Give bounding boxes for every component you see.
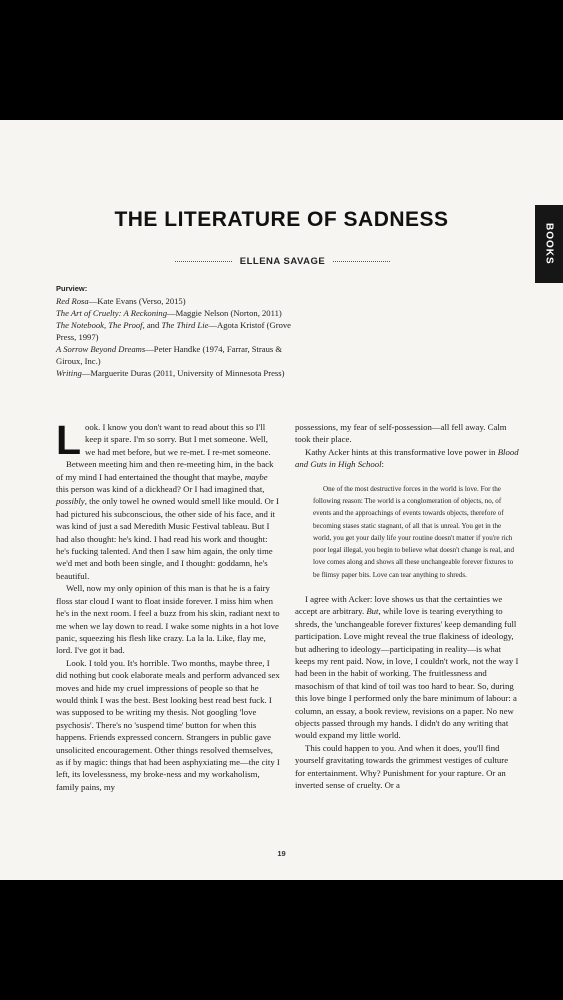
byline-rule-left bbox=[175, 261, 232, 262]
byline-row bbox=[175, 254, 390, 268]
body-column-left bbox=[56, 417, 280, 793]
body-paragraph: Look. I know you don't want to read about this so I'll keep it spare. I'm so sorry. But I met someone. Well, we had met before, but we re-met. I re-met someone. bbox=[56, 417, 271, 463]
purview-list bbox=[56, 283, 306, 379]
purview-entry: A Sorrow Beyond Dreams—Peter Handke (1974, Farrar, Straus & Giroux, Inc.) bbox=[56, 344, 283, 366]
author-byline: ELLENA SAVAGE bbox=[239, 255, 326, 267]
section-tab: BOOKS bbox=[535, 205, 563, 283]
body-paragraph: Look. I told you. It's horrible. Two months, maybe three, I did nothing but cook elaborate meals and perform advanced sex moves and hide my cruel impressions of people so that he would think I was the best. Best looking best read best fuck. I was supposed to be writing my thesis. Not googling 'love psychosis'. There's no 'suspend time' button for when this happens. Friends expressed concern. Strangers in public gave unsolicited encouragement. Other things resolved themselves, as if by magic: things that had been asphyxiating me—the city I left, its lovelessness, my broke-ness and my workaholism, family pains, my bbox=[56, 657, 280, 792]
body-paragraph: Between meeting him and then re-meeting him, in the back of my mind I had entertained the thought that maybe, maybe this person was kind of a dickhead? Or I had imagined that, possibly, the only towel he owned would smell like mould. Or I had pictured his subconscious, the other side of his face, and it was kind of just a sad Meredith Music Festival tableau. But I had also thought: he's kind. I had read his work and thought: he's fucking talented. And then I saw him again, the only time we'd met and both been single, and I thought: goddamn, he's beautiful. bbox=[56, 459, 279, 581]
purview-entry: Red Rosa—Kate Evans (Verso, 2015) bbox=[56, 296, 186, 306]
purview-entry: The Notebook, The Proof, and The Third Lie—Agota Kristof (Grove Press, 1997) bbox=[56, 320, 291, 342]
block-quote: One of the most destructive forces in the world is love. For the following reason: The world is a conglomeration of objects, no, of events and the approachings of events towards objects, therefore of becoming stases static stagnant, of all that is unreal. You get in the world, you get your daily life your routine doesn't matter if you're rich poor legal illegal, you begin to believe what doesn't change is real, and love comes along and shows all these unchangeable forever fixtures to be flimsy paper bits. Love can tear anything to shreds. bbox=[313, 484, 515, 579]
byline-rule-right bbox=[333, 261, 390, 262]
body-paragraph: Well, now my only opinion of this man is that he is a fairy floss star cloud I want to float inside forever. I miss him when he's in the next room. I feel a buzz from his skin, radiant next to me when we lay down to read. I wake some nights in a hot love panic, squeezing his flesh like crazy. La la la. Like, flay me, lord. I've got it bad. bbox=[56, 583, 280, 656]
article-title: THE LITERATURE OF SADNESS bbox=[114, 208, 449, 231]
drop-cap: L bbox=[56, 417, 82, 463]
body-paragraph: I agree with Acker: love shows us that the certainties we accept are arbitrary. But, while love is tearing everything to shreds, the 'unchangeable forever fixtures' keep demanding full participation. Love might reveal the true flakiness of ideology, but adhering to ideology—participating in reality—is what keeps my rent paid. Now, in love, I couldn't work, not the way I had been in the habit of working. The fruitlessness and masochism of that kind of toil was too hard to bear. So, during this love binge I performed only the bare minimum of labour: a column, an essay, a book review, revisions on a paper. No new objects passed through my hands. I didn't do any writing that would expand my little world. bbox=[295, 594, 519, 741]
purview-entry: Writing—Marguerite Duras (2011, University of Minnesota Press) bbox=[56, 368, 285, 378]
purview-entry: The Art of Cruelty: A Reckoning—Maggie Nelson (Norton, 2011) bbox=[56, 308, 282, 318]
body-paragraph: Kathy Acker hints at this transformative love power in Blood and Guts in High School: bbox=[295, 446, 519, 470]
body-column-right bbox=[295, 421, 519, 792]
body-paragraph: This could happen to you. And when it does, you'll find yourself gravitating towards the grimmest vestiges of culture for entertainment. Why? Punishment for your rapture. Or an inverted sense of cruelty. Or a bbox=[295, 742, 509, 791]
purview-label: Purview: bbox=[56, 284, 88, 293]
page-number: 19 bbox=[277, 849, 286, 858]
body-paragraph: possessions, my fear of self-possession—all fell away. Calm took their place. bbox=[295, 422, 507, 445]
